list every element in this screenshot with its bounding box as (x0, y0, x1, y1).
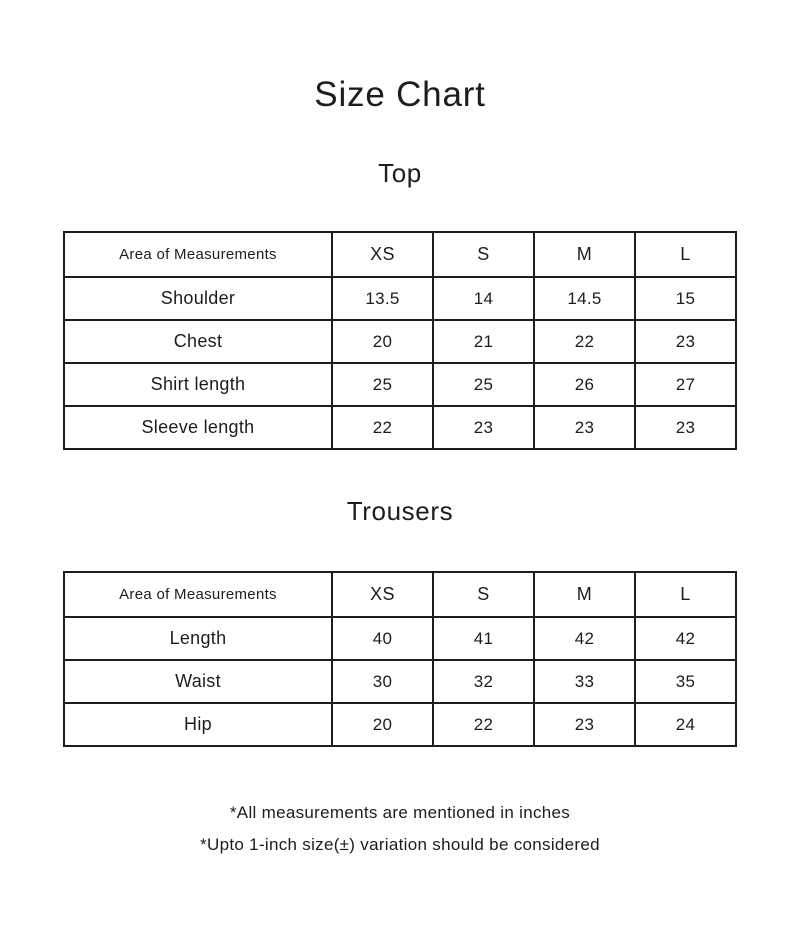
column-header-xs: XS (332, 572, 433, 617)
note-variation: *Upto 1-inch size(±) variation should be considered (200, 835, 600, 854)
cell-value: 40 (332, 617, 433, 660)
cell-value: 23 (433, 406, 534, 449)
cell-value: 22 (534, 320, 635, 363)
cell-value: 24 (635, 703, 736, 746)
cell-value: 20 (332, 703, 433, 746)
cell-value: 23 (534, 406, 635, 449)
row-label: Sleeve length (64, 406, 332, 449)
cell-value: 14 (433, 277, 534, 320)
column-header-m: M (534, 232, 635, 277)
row-label: Shirt length (64, 363, 332, 406)
cell-value: 23 (534, 703, 635, 746)
cell-value: 27 (635, 363, 736, 406)
cell-value: 25 (332, 363, 433, 406)
cell-value: 32 (433, 660, 534, 703)
column-header-area: Area of Measurements (64, 232, 332, 277)
row-label: Length (64, 617, 332, 660)
cell-value: 21 (433, 320, 534, 363)
cell-value: 23 (635, 320, 736, 363)
cell-value: 35 (635, 660, 736, 703)
column-header-l: L (635, 232, 736, 277)
top-size-table (63, 231, 737, 450)
table-row-length (64, 617, 736, 660)
column-header-l: L (635, 572, 736, 617)
cell-value: 42 (635, 617, 736, 660)
page-title: Size Chart (314, 75, 486, 114)
table-row-waist (64, 660, 736, 703)
cell-value: 42 (534, 617, 635, 660)
column-header-area: Area of Measurements (64, 572, 332, 617)
footnotes (0, 797, 800, 861)
section-heading-top: Top (378, 158, 422, 188)
row-label: Waist (64, 660, 332, 703)
column-header-s: S (433, 232, 534, 277)
cell-value: 30 (332, 660, 433, 703)
column-header-xs: XS (332, 232, 433, 277)
trousers-size-table (63, 571, 737, 747)
cell-value: 15 (635, 277, 736, 320)
cell-value: 25 (433, 363, 534, 406)
row-label: Shoulder (64, 277, 332, 320)
header-row (64, 572, 736, 617)
table-row-shirt-length (64, 363, 736, 406)
cell-value: 20 (332, 320, 433, 363)
row-label: Chest (64, 320, 332, 363)
table-row-shoulder (64, 277, 736, 320)
header-row (64, 232, 736, 277)
note-inches: *All measurements are mentioned in inches (229, 803, 571, 822)
cell-value: 41 (433, 617, 534, 660)
cell-value: 22 (332, 406, 433, 449)
cell-value: 13.5 (332, 277, 433, 320)
cell-value: 22 (433, 703, 534, 746)
table-row-hip (64, 703, 736, 746)
cell-value: 14.5 (534, 277, 635, 320)
cell-value: 23 (635, 406, 736, 449)
column-header-s: S (433, 572, 534, 617)
cell-value: 26 (534, 363, 635, 406)
column-header-m: M (534, 572, 635, 617)
table-row-chest (64, 320, 736, 363)
cell-value: 33 (534, 660, 635, 703)
table-row-sleeve-length (64, 406, 736, 449)
section-heading-trousers: Trousers (346, 496, 454, 526)
row-label: Hip (64, 703, 332, 746)
